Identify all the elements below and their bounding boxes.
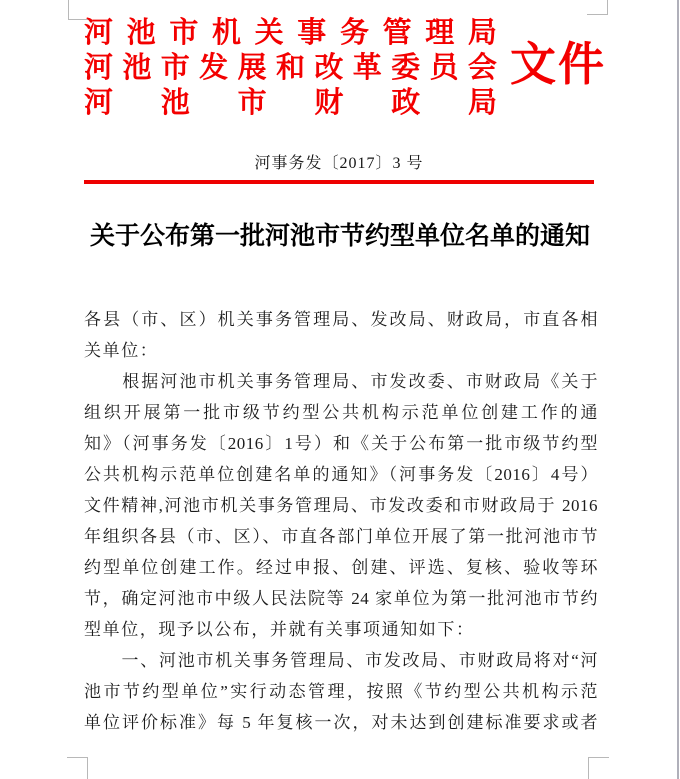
letterhead-agency-block (84, 16, 497, 121)
body-line: 根据河池市机关事务管理局、市发改委、市财政局《关于 (84, 372, 598, 391)
letterhead-document-label: 文件 (510, 39, 606, 90)
text-boundary-mark-top-right (587, 0, 608, 15)
document-reference-number: 河事务发〔2017〕3 号 (254, 155, 424, 172)
body-line: 一、河池市机关事务管理局、市发改局、市财政局将对“河 (84, 651, 598, 670)
document-body (84, 304, 598, 738)
text-boundary-mark-bottom-right (588, 757, 609, 779)
agency-name-line: 河 池 市 机 关 事 务 管 理 局 (84, 17, 497, 49)
body-line: 单位评价标准》每 5 年复核一次，对未达到创建标准要求或者 (84, 713, 598, 732)
body-line: 组织开展第一批市级节约型公共机构示范单位创建工作的通 (84, 403, 598, 422)
body-line: 约型单位创建工作。经过申报、创建、评选、复核、验收等环 (84, 558, 598, 577)
red-separator-line (84, 180, 594, 184)
document-title: 关于公布第一批河池市节约型单位名单的通知 (89, 223, 590, 250)
text-boundary-mark-bottom-left (67, 757, 88, 779)
body-line: 文件精神,河池市机关事务管理局、市发改委和市财政局于 2016 (84, 496, 598, 515)
body-line: 公共机构示范单位创建名单的通知》（河事务发〔2016〕4号） (84, 465, 598, 484)
agency-name-line: 河 池 市 发 展 和 改 革 委 员 会 (84, 52, 497, 84)
body-line: 知》（河事务发〔2016〕1号）和《关于公布第一批市级节约型 (84, 434, 598, 453)
body-line: 关单位： (84, 341, 159, 360)
body-line: 池市节约型单位”实行动态管理，按照《节约型公共机构示范 (84, 682, 598, 701)
body-line: 各县（市、区）机关事务管理局、发改局、财政局，市直各相 (84, 310, 598, 329)
body-line: 节，确定河池市中级人民法院等 24 家单位为第一批河池市节约 (84, 589, 598, 608)
body-line: 型单位，现予以公布，并就有关事项通知如下： (84, 620, 475, 639)
agency-name-line: 河 池 市 财 政 局 (84, 87, 497, 119)
body-line: 年组织各县（市、区）、市直各部门单位开展了第一批河池市节 (84, 527, 598, 546)
page-right-edge (677, 0, 679, 779)
